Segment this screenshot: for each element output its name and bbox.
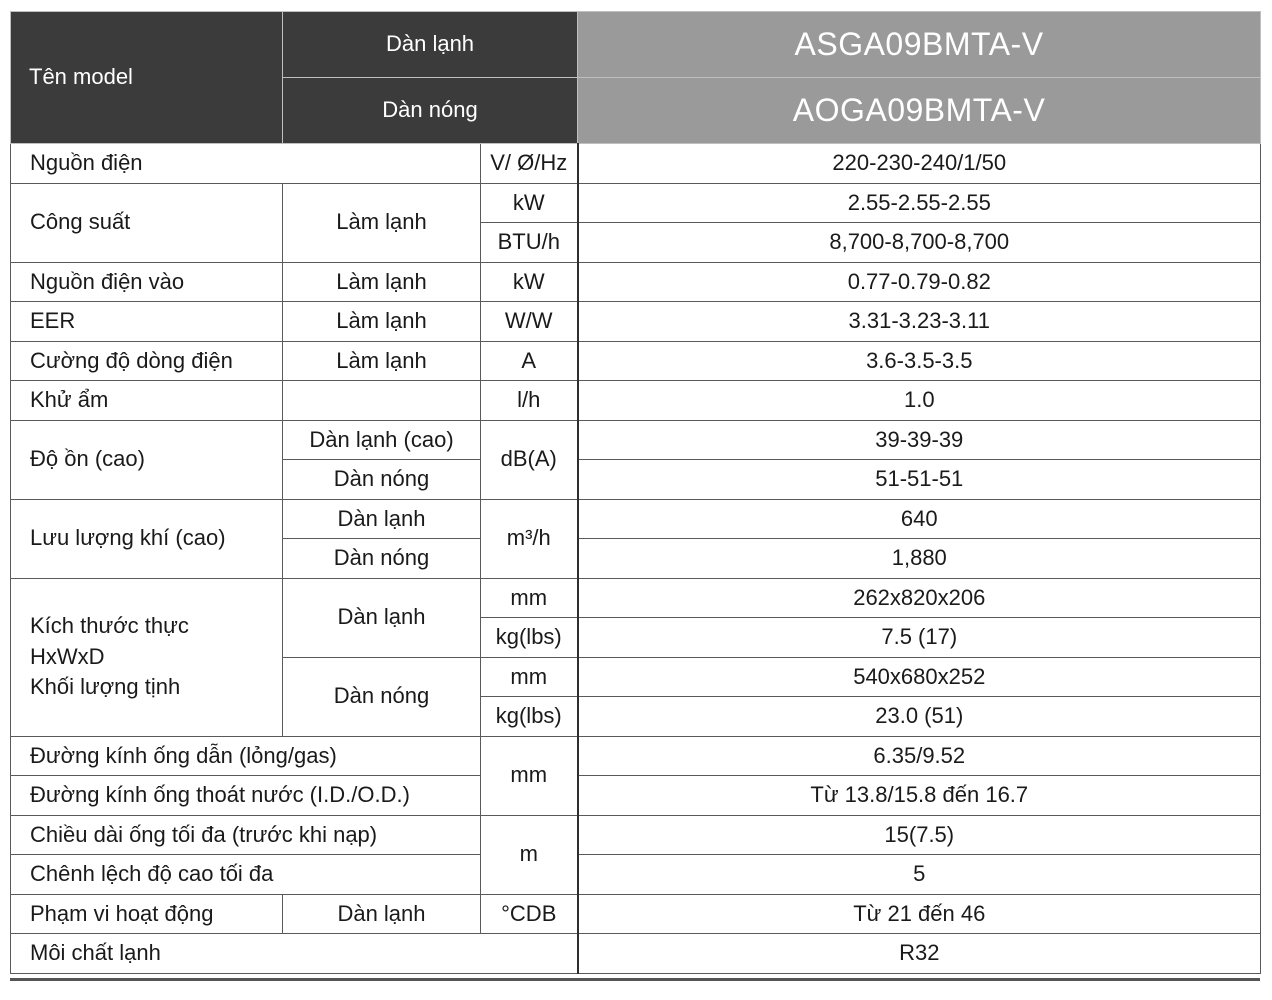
eer-value: 3.31-3.23-3.11 [578,302,1261,342]
model-name-label: Tên model [11,12,283,144]
spec-table [10,11,1261,974]
power-input-value: 0.77-0.79-0.82 [578,262,1261,302]
airflow-unit: m³/h [481,499,578,578]
max-height-diff-value: 5 [578,855,1261,895]
pipe-diameter-unit: mm [481,736,578,815]
row-airflow-indoor [11,499,1261,539]
bottom-rule [10,978,1260,981]
dimensions-label-line2: HxWxD [30,643,105,669]
noise-label: Độ ồn (cao) [11,420,283,499]
airflow-outdoor-label: Dàn nóng [283,539,481,579]
current-mode: Làm lạnh [283,341,481,381]
refrigerant-label: Môi chất lạnh [11,934,578,974]
operating-range-value: Từ 21 đến 46 [578,894,1261,934]
capacity-value-kw: 2.55-2.55-2.55 [578,183,1261,223]
row-operating-range [11,894,1261,934]
outdoor-unit-label: Dàn nóng [283,78,578,144]
noise-indoor-label: Dàn lạnh (cao) [283,420,481,460]
noise-unit: dB(A) [481,420,578,499]
row-noise-indoor [11,420,1261,460]
row-refrigerant [11,934,1261,974]
noise-indoor-value: 39-39-39 [578,420,1261,460]
dimensions-label-line1: Kích thước thực [30,612,189,638]
pipe-diameter-label: Đường kính ống dẫn (lỏng/gas) [11,736,481,776]
dimensions-weight-label [11,578,283,736]
row-power-input [11,262,1261,302]
row-eer [11,302,1261,342]
row-current [11,341,1261,381]
row-dehumidification [11,381,1261,421]
noise-outdoor-label: Dàn nóng [283,460,481,500]
capacity-value-btu: 8,700-8,700-8,700 [578,223,1261,263]
power-source-value: 220-230-240/1/50 [578,144,1261,184]
outdoor-model-number: AOGA09BMTA-V [578,78,1261,144]
pipe-length-unit: m [481,815,578,894]
current-label: Cường độ dòng điện [11,341,283,381]
eer-mode: Làm lạnh [283,302,481,342]
dimensions-outdoor-mm-value: 540x680x252 [578,657,1261,697]
eer-label: EER [11,302,283,342]
indoor-unit-label: Dàn lạnh [283,12,578,78]
power-input-unit: kW [481,262,578,302]
dimensions-outdoor-kg-value: 23.0 (51) [578,697,1261,737]
drain-diameter-value: Từ 13.8/15.8 đến 16.7 [578,776,1261,816]
power-input-label: Nguồn điện vào [11,262,283,302]
operating-range-mode: Dàn lạnh [283,894,481,934]
dehumidification-label: Khử ẩm [11,381,283,421]
dimensions-indoor-unit-kg: kg(lbs) [481,618,578,658]
capacity-unit-kw: kW [481,183,578,223]
dehumidification-unit: l/h [481,381,578,421]
current-value: 3.6-3.5-3.5 [578,341,1261,381]
row-power-source [11,144,1261,184]
power-source-unit: V/ Ø/Hz [481,144,578,184]
dimensions-indoor-kg-value: 7.5 (17) [578,618,1261,658]
dimensions-outdoor-unit-kg: kg(lbs) [481,697,578,737]
operating-range-label: Phạm vi hoạt động [11,894,283,934]
operating-range-unit: °CDB [481,894,578,934]
dimensions-label-line3: Khối lượng tịnh [30,674,181,700]
airflow-outdoor-value: 1,880 [578,539,1261,579]
capacity-label: Công suất [11,183,283,262]
refrigerant-value: R32 [578,934,1261,974]
noise-outdoor-value: 51-51-51 [578,460,1261,500]
indoor-model-number: ASGA09BMTA-V [578,12,1261,78]
row-capacity-kw [11,183,1261,223]
max-height-diff-label: Chênh lệch độ cao tối đa [11,855,481,895]
dehumidification-mode-empty [283,381,481,421]
pipe-diameter-value: 6.35/9.52 [578,736,1261,776]
max-pipe-length-value: 15(7.5) [578,815,1261,855]
airflow-label: Lưu lượng khí (cao) [11,499,283,578]
capacity-mode: Làm lạnh [283,183,481,262]
power-source-label: Nguồn điện [11,144,481,184]
dimensions-indoor-label: Dàn lạnh [283,578,481,657]
header-row-indoor [11,12,1261,78]
row-max-height-diff [11,855,1261,895]
max-pipe-length-label: Chiều dài ống tối đa (trước khi nạp) [11,815,481,855]
airflow-indoor-value: 640 [578,499,1261,539]
dimensions-outdoor-unit-mm: mm [481,657,578,697]
dimensions-indoor-mm-value: 262x820x206 [578,578,1261,618]
power-input-mode: Làm lạnh [283,262,481,302]
row-dimensions-indoor-mm [11,578,1261,618]
eer-unit: W/W [481,302,578,342]
dimensions-indoor-unit-mm: mm [481,578,578,618]
drain-diameter-label: Đường kính ống thoát nước (I.D./O.D.) [11,776,481,816]
row-max-pipe-length [11,815,1261,855]
row-drain-diameter [11,776,1261,816]
row-pipe-diameter [11,736,1261,776]
airflow-indoor-label: Dàn lạnh [283,499,481,539]
dehumidification-value: 1.0 [578,381,1261,421]
capacity-unit-btu: BTU/h [481,223,578,263]
current-unit: A [481,341,578,381]
dimensions-outdoor-label: Dàn nóng [283,657,481,736]
